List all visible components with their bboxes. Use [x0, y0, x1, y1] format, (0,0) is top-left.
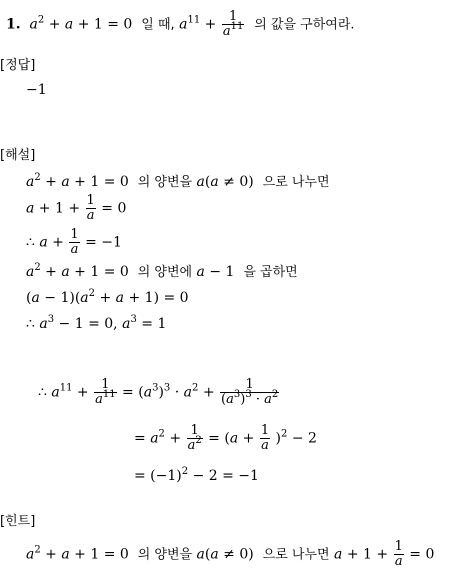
solution-step-1: $a^2 + a + 1 = 0$ 의 양변을 a(a ≠ 0) 으로 나누면 — [26, 172, 330, 190]
problem-text-2: 의 값을 구하여라. — [254, 17, 355, 33]
problem-line: 1. $a^2 + a + 1 = 0$ 일 때, $a^{11}$ + $\frac{1}{a^{11}}$ 의 값을 구하여라. — [6, 9, 355, 39]
problem-number: 1. — [6, 16, 21, 33]
fraction-1-over-a11: $\frac{1}{a^{11}}$ — [222, 9, 244, 39]
solution-step-6: ∴ $a^3 - 1 = 0$, $a^3 = 1$ — [26, 314, 167, 332]
solution-step-2: a + 1 + $\frac{1}{a}$ = 0 — [26, 193, 127, 223]
solution-step-4: $a^2 + a + 1 = 0$ 의 양변에 a − 1 을 곱하면 — [26, 262, 298, 280]
solution-header: [해설] — [0, 148, 36, 163]
hint-line: $a^2 + a + 1 = 0$ 의 양변을 a(a ≠ 0) 으로 나누면 a + 1 + $\frac{1}{a}$ = 0 — [26, 539, 435, 569]
solution-step-5: $(a - 1)(a^2 + a + 1) = 0$ — [26, 288, 189, 306]
derivation-line-1: ∴ $a^{11}$ + $\frac{1}{a^{11}}$ = $(a^3)^3 \cdot a^2$ + $\frac{1}{(a^3)^3 \cdot a^2}$ — [38, 377, 279, 407]
derivation-line-3: = $(-1)^2 - 2 = -1$ — [134, 466, 259, 484]
answer-value: −1 — [26, 82, 47, 98]
derivation-line-2: = $a^2$ + $\frac{1}{a^2}$ = (a + $\frac{1}{a}$ )$^2$ − 2 — [134, 423, 317, 453]
solution-step-3: ∴ a + $\frac{1}{a}$ = −1 — [26, 227, 122, 257]
answer-header: [정답] — [0, 58, 36, 73]
problem-text-1: 일 때, — [141, 17, 175, 33]
hint-header: [힌트] — [0, 514, 36, 529]
equation-condition: a — [29, 16, 38, 33]
